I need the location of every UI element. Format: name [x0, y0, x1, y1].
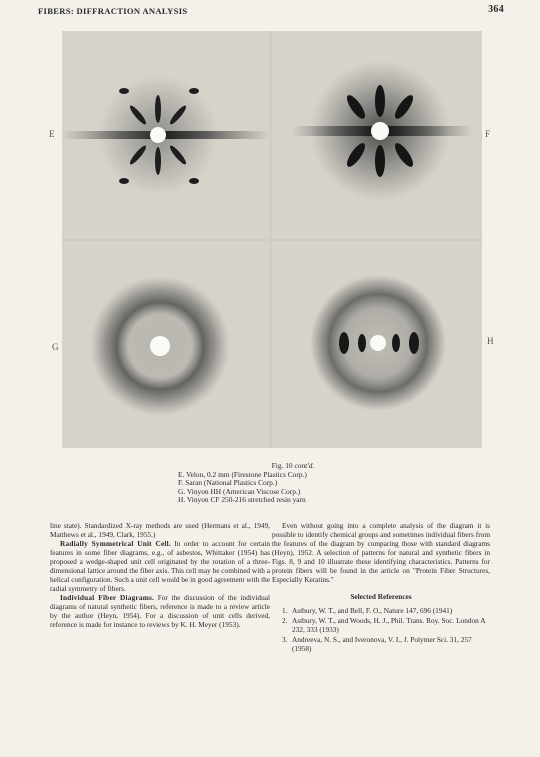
- right-column: [272, 521, 490, 654]
- running-header: [38, 4, 504, 18]
- section-heading: Radially Symmetrical Unit Cell.: [60, 539, 171, 548]
- reference-item: 3. Andreeva, N. S., and Iveronova, V. I., J. Polymer Sci. 31, 257 (1958): [282, 635, 472, 653]
- plate-label-f: F: [485, 129, 491, 139]
- caption-line-e: E. Velon, 0.2 mm (Firestone Plastics Corp.): [178, 469, 307, 479]
- paragraph-individual-diagrams: Individual Fiber Diagrams. For the discussion of the individual diagrams of natural synthetic fibers, reference is made to a review article by the author (Heyn, 1954). For a discussion of unit cells derived, reference is made for instance to reviews by K. H. Meyer (1953).: [50, 593, 270, 629]
- diffraction-pattern-h: [272, 241, 482, 448]
- diffraction-plate: [62, 31, 482, 448]
- paragraph: Even without going into a complete analysis of the diagram it is possible to identify chemical groups and sometimes individual fibers from the features of the diagram by comparing those with standard diagrams (Heyn), 1952. A selection of patterns for natural and synthetic fibers in Figs. 8, 9 and 10 illustrate these identifying characteristics. Patterns for protein fibers will be found in the article on "Protein Fiber Structures, Especially Keratins.": [272, 521, 490, 584]
- reference-item: 1. Astbury, W. T., and Bell, F. O., Nature 147, 696 (1941): [282, 606, 453, 615]
- section-heading: Individual Fiber Diagrams.: [60, 593, 155, 602]
- caption-line-h: H. Vinyon CF 250-216 stretched resin yarn: [178, 495, 306, 505]
- figure-number: Fig. 10 cont'd.: [271, 461, 315, 470]
- paragraph-radial-unit-cell: Radially Symmetrical Unit Cell. In order to account for certain features in some fiber diagrams, e.g., of asbestos, Whittaker (1954) has proposed a wedge-shaped unit cell originated by the rotation of a three-dimensional lattice around the fiber axis. This cell may be combined with a helical configuration. Such a unit cell would be in good agreement with the radial symmetry of fibers.: [50, 539, 270, 593]
- reference-item: 2. Astbury, W. T., and Woods, H. J., Phil. Trans. Roy. Soc. London A 232, 333 (1933): [282, 616, 486, 634]
- running-title: FIBERS: DIFFRACTION ANALYSIS: [38, 6, 188, 16]
- caption-line-f: F. Saran (National Plastics Corp.): [178, 478, 278, 488]
- diffraction-pattern-e: [62, 31, 270, 239]
- plate-label-h: H: [487, 336, 494, 346]
- figure-caption: [170, 462, 410, 505]
- paragraph: line state). Standardized X-ray methods are used (Hermans et al., 1949, Matthews et al., 1949, Clark, 1955.): [50, 521, 270, 539]
- left-column: [50, 521, 270, 629]
- plate-label-e: E: [49, 129, 55, 139]
- page-number: 364: [488, 4, 504, 15]
- plate-label-g: G: [52, 342, 59, 352]
- caption-line-g: G. Vinyon HH (American Viscose Corp.): [178, 486, 301, 496]
- references-heading: Selected References: [350, 592, 412, 601]
- diffraction-pattern-f: [272, 31, 482, 239]
- diffraction-pattern-g: [62, 241, 270, 448]
